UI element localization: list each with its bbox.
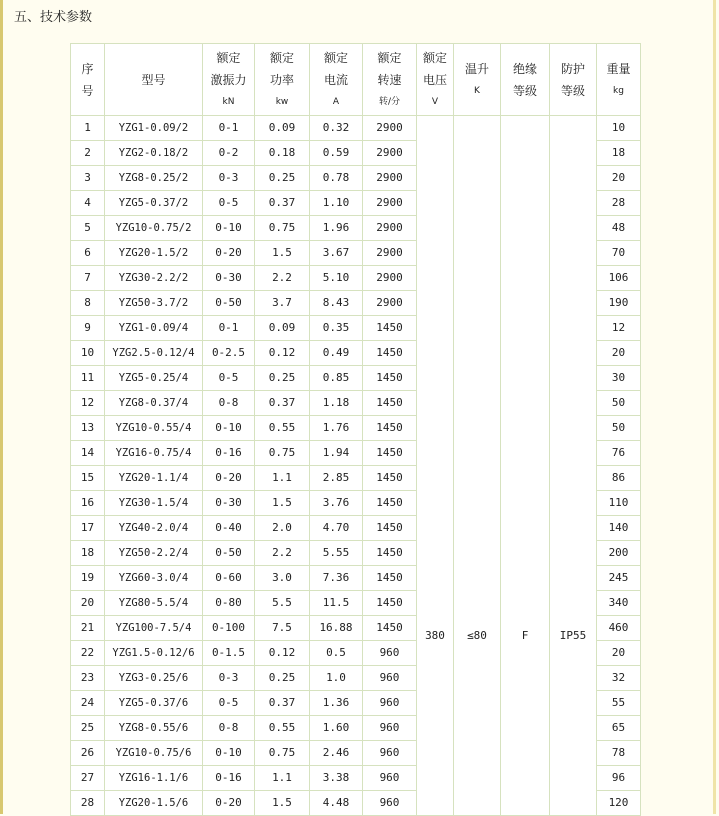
table-row	[71, 116, 641, 141]
cell-index: 13	[71, 416, 105, 441]
cell-weight: 10	[597, 116, 641, 141]
cell-model: YZG8-0.55/6	[105, 716, 203, 741]
cell-current: 2.85	[310, 466, 363, 491]
cell-model: YZG1-0.09/4	[105, 316, 203, 341]
cell-current: 16.88	[310, 616, 363, 641]
cell-model: YZG2.5-0.12/4	[105, 341, 203, 366]
cell-power: 0.18	[255, 141, 310, 166]
cell-weight: 30	[597, 366, 641, 391]
cell-weight: 18	[597, 141, 641, 166]
cell-index: 21	[71, 616, 105, 641]
cell-speed: 1450	[363, 566, 417, 591]
header-col-insulation	[501, 44, 550, 116]
cell-weight: 245	[597, 566, 641, 591]
cell-power: 0.12	[255, 641, 310, 666]
cell-force: 0-40	[203, 516, 255, 541]
cell-speed: 2900	[363, 266, 417, 291]
cell-model: YZG50-3.7/2	[105, 291, 203, 316]
cell-speed: 960	[363, 766, 417, 791]
cell-power: 7.5	[255, 616, 310, 641]
cell-power: 0.25	[255, 666, 310, 691]
cell-force: 0-50	[203, 541, 255, 566]
header-col-speed	[363, 44, 417, 116]
header-line: 绝缘	[512, 61, 537, 76]
cell-index: 23	[71, 666, 105, 691]
header-col-temp	[454, 44, 501, 116]
cell-speed: 1450	[363, 416, 417, 441]
cell-model: YZG16-0.75/4	[105, 441, 203, 466]
cell-index: 25	[71, 716, 105, 741]
cell-force: 0-20	[203, 791, 255, 816]
cell-index: 18	[71, 541, 105, 566]
cell-model: YZG100-7.5/4	[105, 616, 203, 641]
section-title: 五、技术参数	[14, 10, 93, 25]
header-line: 转/分	[378, 96, 401, 107]
cell-current: 0.59	[310, 141, 363, 166]
cell-model: YZG8-0.25/2	[105, 166, 203, 191]
cell-model: YZG10-0.55/4	[105, 416, 203, 441]
cell-weight: 190	[597, 291, 641, 316]
cell-power: 0.09	[255, 316, 310, 341]
cell-model: YZG5-0.37/2	[105, 191, 203, 216]
cell-force: 0-5	[203, 191, 255, 216]
cell-current: 0.5	[310, 641, 363, 666]
cell-index: 17	[71, 516, 105, 541]
cell-speed: 960	[363, 641, 417, 666]
cell-index: 24	[71, 691, 105, 716]
cell-speed: 960	[363, 741, 417, 766]
cell-force: 0-10	[203, 216, 255, 241]
cell-current: 2.46	[310, 741, 363, 766]
cell-power: 1.1	[255, 466, 310, 491]
cell-power: 0.12	[255, 341, 310, 366]
cell-current: 8.43	[310, 291, 363, 316]
header-line: 额定	[377, 50, 402, 65]
cell-index: 5	[71, 216, 105, 241]
cell-current: 1.18	[310, 391, 363, 416]
cell-speed: 960	[363, 691, 417, 716]
cell-force: 0-3	[203, 666, 255, 691]
cell-speed: 1450	[363, 316, 417, 341]
header-col-force	[203, 44, 255, 116]
cell-speed: 1450	[363, 466, 417, 491]
header-line: K	[474, 85, 480, 96]
cell-force: 0-2	[203, 141, 255, 166]
cell-power: 0.55	[255, 716, 310, 741]
cell-power: 0.75	[255, 741, 310, 766]
cell-current: 0.85	[310, 366, 363, 391]
cell-weight: 340	[597, 591, 641, 616]
cell-index: 4	[71, 191, 105, 216]
cell-index: 22	[71, 641, 105, 666]
cell-model: YZG2-0.18/2	[105, 141, 203, 166]
cell-current: 1.36	[310, 691, 363, 716]
cell-power: 0.37	[255, 691, 310, 716]
header-col-current	[310, 44, 363, 116]
cell-force: 0-30	[203, 491, 255, 516]
cell-speed: 2900	[363, 291, 417, 316]
cell-current: 0.78	[310, 166, 363, 191]
header-line: 转速	[377, 72, 402, 87]
cell-model: YZG8-0.37/4	[105, 391, 203, 416]
cell-weight: 20	[597, 166, 641, 191]
cell-speed: 2900	[363, 241, 417, 266]
header-line: 额定	[422, 50, 447, 65]
cell-index: 6	[71, 241, 105, 266]
cell-model: YZG50-2.2/4	[105, 541, 203, 566]
header-line: kN	[222, 96, 235, 107]
cell-power: 1.5	[255, 791, 310, 816]
header-line: 电流	[323, 72, 348, 87]
cell-power: 1.5	[255, 241, 310, 266]
header-line: V	[431, 96, 439, 107]
cell-force: 0-50	[203, 291, 255, 316]
cell-model: YZG1-0.09/2	[105, 116, 203, 141]
header-col-power	[255, 44, 310, 116]
cell-model: YZG30-1.5/4	[105, 491, 203, 516]
header-line: 号	[81, 83, 94, 98]
cell-speed: 1450	[363, 491, 417, 516]
header-col-protection	[550, 44, 597, 116]
cell-current: 3.67	[310, 241, 363, 266]
cell-weight: 50	[597, 391, 641, 416]
header-line: 额定	[323, 50, 348, 65]
cell-index: 16	[71, 491, 105, 516]
table-body	[71, 44, 641, 816]
cell-power: 3.7	[255, 291, 310, 316]
cell-index: 19	[71, 566, 105, 591]
cell-weight: 120	[597, 791, 641, 816]
cell-speed: 2900	[363, 191, 417, 216]
cell-model: YZG16-1.1/6	[105, 766, 203, 791]
cell-model: YZG20-1.1/4	[105, 466, 203, 491]
cell-index: 11	[71, 366, 105, 391]
cell-power: 0.25	[255, 366, 310, 391]
cell-current: 5.55	[310, 541, 363, 566]
cell-speed: 2900	[363, 216, 417, 241]
cell-current: 11.5	[310, 591, 363, 616]
cell-speed: 1450	[363, 341, 417, 366]
cell-current: 3.76	[310, 491, 363, 516]
cell-weight: 70	[597, 241, 641, 266]
header-line: 防护	[560, 61, 585, 76]
cell-speed: 1450	[363, 391, 417, 416]
cell-weight: 50	[597, 416, 641, 441]
cell-force: 0-1	[203, 116, 255, 141]
cell-force: 0-1	[203, 316, 255, 341]
cell-model: YZG5-0.37/6	[105, 691, 203, 716]
cell-model: YZG3-0.25/6	[105, 666, 203, 691]
cell-weight: 106	[597, 266, 641, 291]
header-col-index	[71, 44, 105, 116]
cell-weight: 96	[597, 766, 641, 791]
cell-model: YZG30-2.2/2	[105, 266, 203, 291]
cell-merged-insulation: F	[501, 116, 550, 816]
cell-power: 1.5	[255, 491, 310, 516]
cell-weight: 65	[597, 716, 641, 741]
cell-speed: 1450	[363, 366, 417, 391]
cell-force: 0-5	[203, 366, 255, 391]
cell-current: 4.70	[310, 516, 363, 541]
cell-index: 26	[71, 741, 105, 766]
header-line: 电压	[422, 72, 447, 87]
cell-force: 0-8	[203, 391, 255, 416]
cell-power: 1.1	[255, 766, 310, 791]
cell-index: 27	[71, 766, 105, 791]
cell-force: 0-30	[203, 266, 255, 291]
cell-weight: 20	[597, 641, 641, 666]
cell-power: 2.2	[255, 266, 310, 291]
cell-weight: 200	[597, 541, 641, 566]
cell-merged-voltage: 380	[417, 116, 454, 816]
header-row	[71, 44, 641, 116]
cell-power: 0.55	[255, 416, 310, 441]
cell-weight: 28	[597, 191, 641, 216]
cell-current: 3.38	[310, 766, 363, 791]
cell-index: 1	[71, 116, 105, 141]
cell-speed: 960	[363, 666, 417, 691]
cell-force: 0-8	[203, 716, 255, 741]
cell-weight: 460	[597, 616, 641, 641]
cell-current: 4.48	[310, 791, 363, 816]
cell-force: 0-80	[203, 591, 255, 616]
cell-speed: 960	[363, 716, 417, 741]
cell-speed: 1450	[363, 616, 417, 641]
header-line: 等级	[560, 83, 585, 98]
cell-model: YZG10-0.75/2	[105, 216, 203, 241]
header-line: kw	[275, 96, 289, 107]
header-line: 温升	[464, 61, 489, 76]
cell-weight: 32	[597, 666, 641, 691]
cell-merged-temp-rise: ≤80	[454, 116, 501, 816]
cell-merged-protection: IP55	[550, 116, 597, 816]
cell-index: 3	[71, 166, 105, 191]
cell-power: 3.0	[255, 566, 310, 591]
cell-force: 0-5	[203, 691, 255, 716]
cell-weight: 20	[597, 341, 641, 366]
header-line: 序	[81, 61, 94, 76]
cell-weight: 55	[597, 691, 641, 716]
cell-current: 1.76	[310, 416, 363, 441]
cell-force: 0-2.5	[203, 341, 255, 366]
cell-power: 0.75	[255, 441, 310, 466]
cell-model: YZG20-1.5/2	[105, 241, 203, 266]
cell-speed: 1450	[363, 541, 417, 566]
cell-index: 8	[71, 291, 105, 316]
cell-index: 20	[71, 591, 105, 616]
header-col-model	[105, 44, 203, 116]
cell-speed: 1450	[363, 591, 417, 616]
cell-weight: 140	[597, 516, 641, 541]
cell-model: YZG80-5.5/4	[105, 591, 203, 616]
cell-current: 1.96	[310, 216, 363, 241]
cell-weight: 110	[597, 491, 641, 516]
cell-current: 1.60	[310, 716, 363, 741]
cell-index: 15	[71, 466, 105, 491]
cell-speed: 2900	[363, 141, 417, 166]
header-line: 型号	[141, 72, 166, 87]
cell-force: 0-10	[203, 416, 255, 441]
header-col-voltage	[417, 44, 454, 116]
cell-power: 2.0	[255, 516, 310, 541]
cell-power: 0.37	[255, 191, 310, 216]
cell-weight: 48	[597, 216, 641, 241]
header-line: 额定	[269, 50, 294, 65]
cell-index: 28	[71, 791, 105, 816]
cell-power: 0.09	[255, 116, 310, 141]
cell-current: 0.32	[310, 116, 363, 141]
cell-weight: 86	[597, 466, 641, 491]
cell-model: YZG20-1.5/6	[105, 791, 203, 816]
cell-model: YZG1.5-0.12/6	[105, 641, 203, 666]
header-line: 等级	[512, 83, 537, 98]
cell-force: 0-1.5	[203, 641, 255, 666]
cell-model: YZG10-0.75/6	[105, 741, 203, 766]
cell-force: 0-60	[203, 566, 255, 591]
cell-force: 0-16	[203, 766, 255, 791]
cell-force: 0-3	[203, 166, 255, 191]
header-line: 重量	[606, 61, 631, 76]
header-line: 功率	[269, 72, 294, 87]
cell-power: 5.5	[255, 591, 310, 616]
header-col-weight	[597, 44, 641, 116]
cell-power: 0.25	[255, 166, 310, 191]
header-line: 激振力	[210, 72, 247, 87]
cell-current: 7.36	[310, 566, 363, 591]
cell-weight: 76	[597, 441, 641, 466]
cell-speed: 960	[363, 791, 417, 816]
cell-index: 14	[71, 441, 105, 466]
cell-speed: 1450	[363, 516, 417, 541]
cell-current: 0.35	[310, 316, 363, 341]
cell-speed: 2900	[363, 166, 417, 191]
cell-index: 9	[71, 316, 105, 341]
cell-model: YZG40-2.0/4	[105, 516, 203, 541]
cell-current: 0.49	[310, 341, 363, 366]
cell-index: 2	[71, 141, 105, 166]
cell-current: 1.10	[310, 191, 363, 216]
tech-params-table	[70, 43, 641, 816]
cell-force: 0-10	[203, 741, 255, 766]
cell-speed: 2900	[363, 116, 417, 141]
cell-current: 1.94	[310, 441, 363, 466]
cell-model: YZG60-3.0/4	[105, 566, 203, 591]
cell-current: 1.0	[310, 666, 363, 691]
cell-weight: 78	[597, 741, 641, 766]
cell-index: 10	[71, 341, 105, 366]
cell-force: 0-100	[203, 616, 255, 641]
cell-model: YZG5-0.25/4	[105, 366, 203, 391]
cell-current: 5.10	[310, 266, 363, 291]
cell-speed: 1450	[363, 441, 417, 466]
cell-force: 0-20	[203, 241, 255, 266]
cell-force: 0-20	[203, 466, 255, 491]
cell-power: 0.37	[255, 391, 310, 416]
header-line: kg	[613, 85, 624, 96]
header-line: A	[332, 96, 340, 107]
cell-power: 2.2	[255, 541, 310, 566]
cell-force: 0-16	[203, 441, 255, 466]
header-line: 额定	[216, 50, 241, 65]
cell-index: 12	[71, 391, 105, 416]
cell-index: 7	[71, 266, 105, 291]
cell-weight: 12	[597, 316, 641, 341]
cell-power: 0.75	[255, 216, 310, 241]
